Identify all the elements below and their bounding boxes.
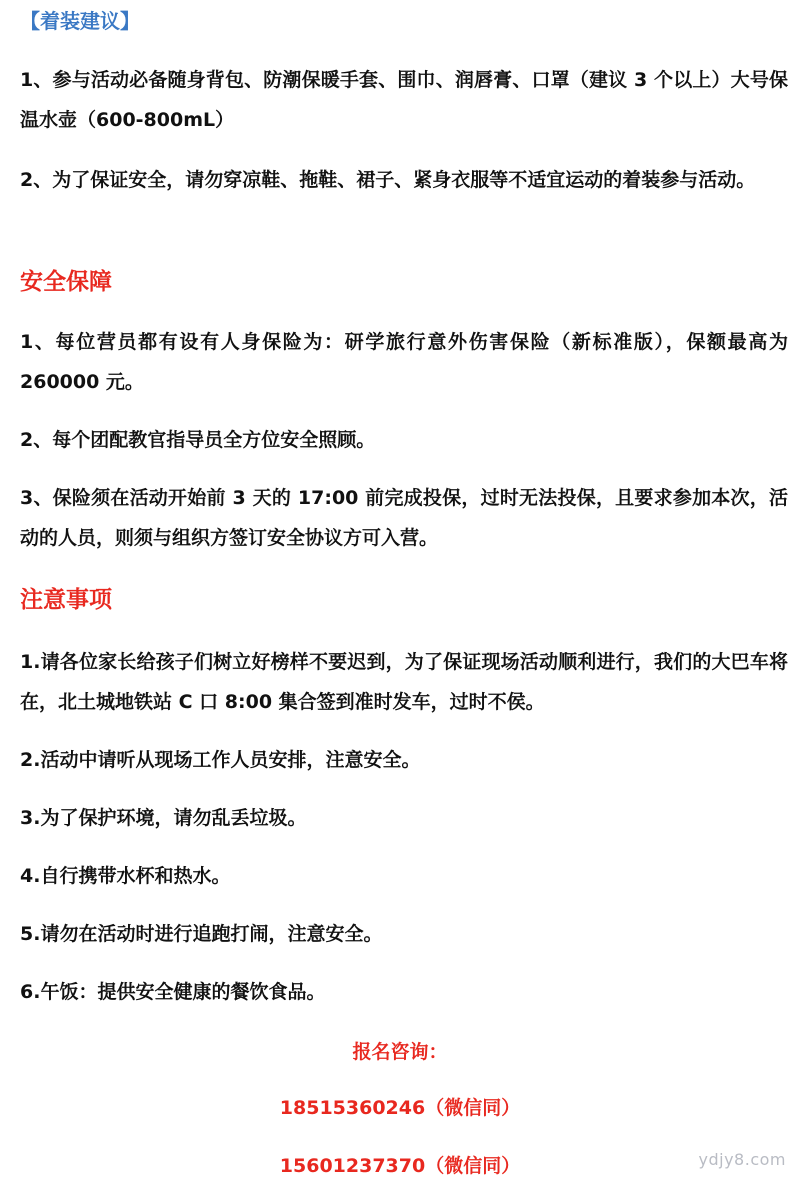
dress-code-title: 【着装建议】 — [20, 9, 140, 33]
notes-item: 2.活动中请听从现场工作人员安排，注意安全。 — [20, 749, 421, 771]
notes-item: 6.午饭：提供安全健康的餐饮食品。 — [20, 981, 326, 1003]
contact-phone: 15601237370（微信同） — [279, 1155, 521, 1177]
contact-phone: 18515360246（微信同） — [279, 1097, 521, 1119]
safety-item: 2、每个团配教官指导员全方位安全照顾。 — [20, 429, 376, 451]
safety-item: 1、每位营员都有设有人身保险为：研学旅行意外伤害保险（新标准版），保额最高为 260000 元。 — [20, 331, 788, 393]
safety-item: 3、保险须在活动开始前 3 天的 17:00 前完成投保，过时无法投保，且要求参加本次，活动的人员，则须与组织方签订安全协议方可入营。 — [20, 487, 788, 549]
watermark: ydjy8.com — [698, 1150, 786, 1169]
dress-code-item: 1、参与活动必备随身背包、防潮保暖手套、围巾、润唇膏、口罩（建议 3 个以上）大号保温水壶（600-800mL） — [20, 69, 788, 131]
notes-item: 4.自行携带水杯和热水。 — [20, 865, 231, 887]
notes-item: 1.请各位家长给孩子们树立好榜样不要迟到，为了保证现场活动顺利进行，我们的大巴车将在，北土城地铁站 C 口 8:00 集合签到准时发车，过时不侯。 — [20, 651, 788, 713]
safety-section-title: 安全保障 — [20, 269, 112, 295]
notes-item: 5.请勿在活动时进行追跑打闹，注意安全。 — [20, 923, 383, 945]
dress-code-item: 2、为了保证安全，请勿穿凉鞋、拖鞋、裙子、紧身衣服等不适宜运动的着装参与活动。 — [20, 169, 756, 191]
notes-section-title: 注意事项 — [20, 587, 112, 613]
notes-item: 3.为了保护环境，请勿乱丢垃圾。 — [20, 807, 307, 829]
contact-heading: 报名咨询： — [352, 1041, 448, 1063]
